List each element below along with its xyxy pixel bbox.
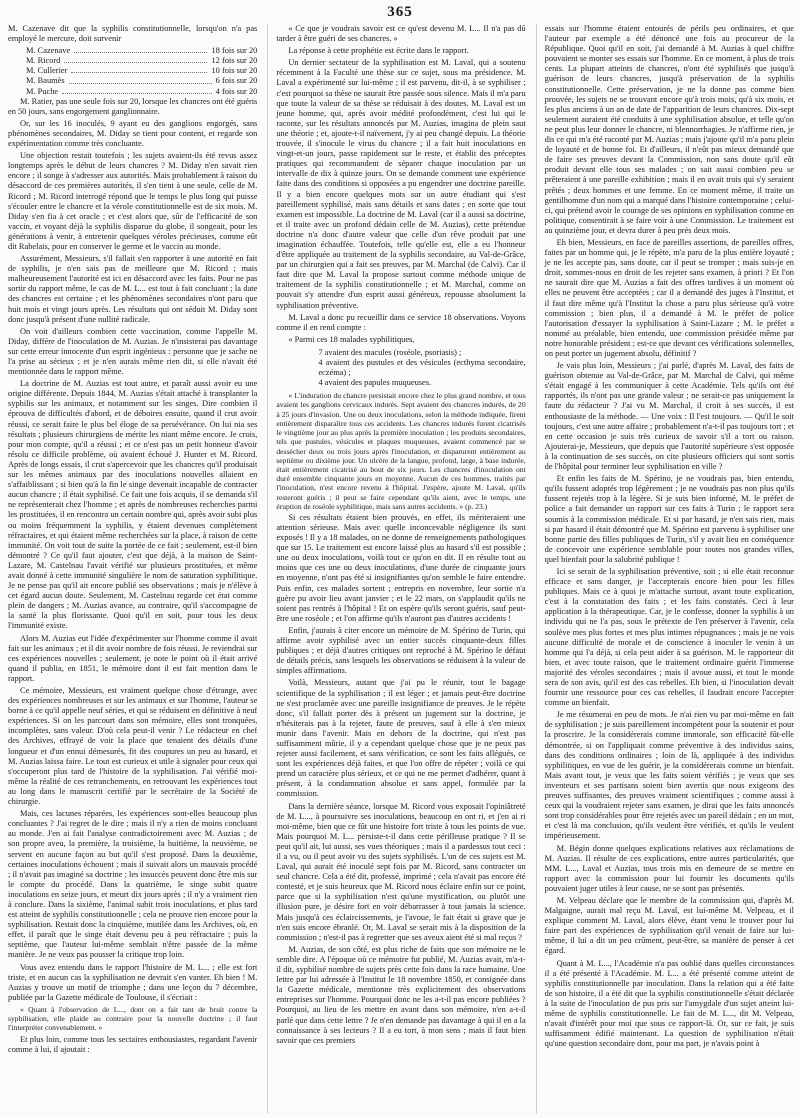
paragraph: essais sur l'homme étaient entourés de périls peu ordinaires, et que l'auteur par exemple a été dénoncé une fois au procureur de la République. Quoi qu'il en soit, j'ai demandé à M. Auzias à quel chiffre pouvaient se monter ses essais sur l'homme. En ce moment, à plus de trois cents. La plupart atteints de chancres, n'ont été syphilisés que jusqu'à guérison de leurs chancres, jusqu'à préservation de la syphilis constitutionnelle. Cette préservation, je ne la donne pas comme bien prouvée, les sujets ne se trouvant encore qu'à trois mois, qu'à six mois, et les plus anciens à un an de date de l'apparition de leurs chancres. Dix-sept seulement auraient été conduits à une syphilisation absolue, et telle qu'on ne peut plus leur donner le chancre, ni blennorrhagies. Je n'affirme rien, je dis ce qui m'a été raconté par M. Auzias ; mais j'ajoute qu'il m'a paru plein de loyauté et de bonne foi. Et d'ailleurs, il n'eût pas mieux demandé que de faire ses preuves devant la Commission, non sans doute qu'il eût produit devant elle tous ses malades ; on sait aussi combien peu se prêteraient à une pareille exhibition ; mais il en avait trois qui s'y seraient prêtés ; deux hommes et une femme. En ce moment même, il traite un gentilhomme d'un nom qui a marqué dans l'histoire contemporaine ; celui-ci, qui prétend avoir le courage de ses opinions en syphilisation comme en politique, consentirait à se faire voir à une Commission. Le traitement est au quinzième jour, et devra durer à peu près deux mois. [544, 24, 794, 235]
paragraph: M. Bégin donne quelques explications relatives aux réclamations de M. Auzias. Il résulte de ces explications, entre autres particularités, que MM. L..., Laval et Auzias, tous trois mis en demeure de se mettre en rapport avec la commission pour lui fournir les documents qu'ils pouvaient juger utiles à leur cause, ne se sont pas présentés. [544, 843, 794, 893]
table-row: M. Ricord 12 fois sur 20 [26, 56, 258, 66]
quotation: « Parmi ces 18 malades syphilitiques, [288, 334, 415, 344]
statistics-table [8, 46, 257, 96]
paragraph: Je me résumerai en peu de mots. Je n'ai rien vu par moi-même en fait de syphilisation ; je suis pareillement incompétent pour la soutenir et pour la proscrire. Je la considérerais comme immorale, son efficacité fût-elle démontrée, si on l'appliquait comme préventive à des individus sains, dans des conditions ordinaires ; loin de là, appliquée à des individus syphilitiques, en vue de les guérir, je la considérerais comme un bienfait. Mais avant tout, je veux que les faits soient vérifiés ; je veux que ses inventeurs et ses partisans soient bien avertis que nous exigeons des preuves suffisantes, des preuves vraiment scientifiques ; comme aussi à ceux qui la voudraient rejeter sans examen, je dirai que les faits annoncés sont trop considérables pour être rejetés avec un pareil dédain ; en un mot, et c'est là ma conclusion, qu'ils veulent être vérifiés, et qu'ils le veulent impérieusement. [544, 710, 794, 841]
paragraph: M. Auzias, de son côté, est plus riche de faits que son mémoire ne le semble dire. A l'époque où ce mémoire fut publié, M. Auzias avait, m'a-t-il dit, syphilisé nombre de sujets près cette fois dans la race humaine. Une lettre par lui adressée à l'Institut le 18 novembre 1850, et consignée dans la Gazette médicale, mentionne très explicitement des observations entreprises sur l'homme. Pourquoi donc ne les a-t-il pas encore publiées ? Pourquoi, au lieu de les mettre en avant dans son mémoire, n'en a-t-il parlé que dans cette lettre ? Je n'en demande pas davantage à qui il en a la connaissance à ses lecteurs ? Il a eu tort, à mon sens ; mais il faut bien savoir que ces premiers [276, 944, 526, 1045]
paragraph: On voit d'ailleurs combien cette vaccination, comme l'appelle M. Diday, différe de l'inoculation de M. Auzias. Je n'insisterai pas davantage sur cette erreur innocente d'un esprit ingénieux : personne que je sache ne l'a prise au sérieux ; et je n'en aurais même rien dit, si elle n'avait été mentionnée dans le rapport même. [8, 326, 258, 377]
paragraph: Et enfin les faits de M. Spérino, je ne voudrais pas, bien entendu, qu'ils fussent adoptés trop légèrement ; je ne voudrais pas non plus qu'ils fussent rejetés trop à la légère. Si je suis bien informé, M. le préfet de police a fait demander un rapport sur ces faits à Turin ; le rapport sera soumis à la commission médicale. Et si par hasard, je n'en sais rien, mais si par hasard il était démontré que M. Spérino est parvenu à syphiliser une bonne partie des filles publiques de Turin, s'il y avait lieu en conséquence de concevoir une expérience semblable pour toutes nos grandes villes, quel bienfait pour la salubrité publique ! [544, 474, 794, 564]
paragraph: Je vais plus loin, Messieurs ; j'ai parlé, d'après M. Laval, des faits de guérison obtenue au Val-de-Grâce, par M. Marchal de Calvi, qui même s'était engagé à les communiquer à cette Académie. Tels qu'ils ont été rapportés, ils n'ont pas une grande valeur ; ne serait-ce pas uniquement la faute du rédacteur ? J'ai vu M. Marchal, il croit à ses succès, il est enthousiaste de la méthode. — Une voix : Il l'est toujours. — Qu'il le soit toujours, c'est une autre affaire ; probablement n'a-t-il pas toujours tort ; et en cette occasion je suis très curieux de savoir s'il a tort ou raison. Ajouterai-je, Messieurs, que depuis que l'autorité supérieure s'est opposée à la continuation de ses succès, on cite plusieurs officiers qui sont sortis de l'hôpital pour terminer leur syphilisation en ville ? [544, 361, 794, 472]
column-right [536, 24, 794, 1114]
paragraph: Vous avez entendu dans le rapport l'histoire de M. L... ; elle est fort triste, et en aucun cas la syphilisation ne devrait s'en vanter. Eh bien ! M. Auzias y trouve un motif de triomphe ; dans une leçon du 7 décembre, publiée par la Gazette médicale de Toulouse, il s'écriait : [8, 962, 258, 1002]
paragraph: Quant à M. L..., l'Académie n'a pas oublié dans quelles circonstances il a été présenté à l'Académie. M. L... a été présenté comme atteint de syphilis constitutionnelle par inoculation. Dans la relation qui a été faite de son histoire, il a été dit que la syphilis constitutionnelle s'était déclarée à la suite de l'inoculation de pus pris sur l'amygdale d'un sujet atteint lui-même de syphilis constitutionnelle. Le fait de M. L..., dit M. Velpeau, n'avait d'intérêt pour moi que sous ce rapport-là. Or, sur ce fait, je suis suffisamment édifié maintenant. La question de syphilisation n'était qu'une question secondaire dont, pour ma part, je n'avais point à [544, 958, 794, 1049]
paragraph: Or, sur les 16 inoculés, 9 ayant eu des ganglions engorgés, sans phénomènes secondaires, M. Diday se tient pour content, et regarde son expérimentation comme très concluante. [8, 118, 258, 149]
page-number: 365 [387, 4, 413, 20]
paragraph: La réponse à cette prophétie est écrite dans le rapport. [288, 46, 469, 56]
column-middle [267, 24, 525, 1114]
paragraph: Si ces résultats étaient bien prouvés, en effet, ils mériteraient une attention sérieuse. Mais avec quelle inconcevable négligence ils sont exposés ! Il y a 18 malades, on ne donne de renseignements pathologiques que sur 15. Le traitement est encore laissé plus au hasard s'il est possible ; une ou deux inoculations, voilà tout ce qu'on en dit. Il en résulte tout au moins que ces une ou deux inoculations, d'une durée de cinquante jours en moyenne, n'ont pas été si insignifiantes qu'on semble le faire entendre. Puis enfin, ces malades sortent ; entrepris en novembre, leur sortie n'a guère pu avoir lieu avant janvier ; et le 22 mars, on s'applaudit qu'ils ne soient pas rentrés à l'hôpital ! Et on espère qu'ils seront guéris, sauf peut-être une roséole ; et l'on affirme qu'ils n'auront pas d'autres accidents ! [276, 512, 526, 623]
paragraph: La doctrine de M. Auzias est tout autre, et paraît aussi avoir eu une origine différente. Depuis 1844, M. Auzias s'était attaché à transplanter la syphilis sur les animaux, et notamment sur les singes. Dire combien il éprouva de difficultés d'abord, et de déboires ensuite, quand il crut avoir réussi, ce serait faire le plus bel éloge de sa persévérance. On lui nia ses résultats ; plusieurs chirurgiens de mérite les niant même encore. Je crois, pour mon compte, qu'il a réussi ; et ce n'est pas un petit honneur d'avoir résolu ce difficile problème, où avaient échoué J. Hunter et M. Ricord. Après de longs essais, il crut s'apercevoir que les chancres qu'il produisait sur les mêmes animaux par des inoculations nouvelles allaient en s'affaiblissant ; si bien qu'à la fin le singe devenait incapable de contracter aucun chancre ; il était syphilisé. Ce fait une fois acquis, il se demanda s'il ne représenterait chez l'homme ; et après de nombreuses recherches parmi les prostituées, il en rencontra un certain nombre qui, après avoir subi plus ou moins fréquemment la syphilis, y étaient devenues complètement réfractaires, et qui étaient même recherchées sur la place, à raison de cette immunité. On voit tout de suite la portée de ce fait ; seulement, est-il bien démontré ? Ce qu'il faut ajouter, c'est que déjà, à la maison de Saint-Lazare, M. Castelnau l'avait vérifié sur plusieurs prostituées, et même avait donné à cette immunité singulière le nom de saturation syphilitique. Je ne pense pas qu'il ait encore publié ses observations ; mais je n'élève à cet égard aucun doute. Seulement, M. Castelnau regarde cet état comme plein de dangers ; M. Auzias avance, au contraire, qu'il s'accompagne de la santé la plus florissante. Quoi qu'il en soit, pour tous les deux l'immunité existe. [8, 379, 258, 631]
paragraph: Ici se serait de la syphilisation préventive, soit ; si elle était reconnue efficace et sans danger, je l'accepterais encore bien pour les filles publiques. Mais ce à quoi je m'attache surtout, avant toute explication, c'est à la constatation des faits ; et les faits constatés. Ceci à leur application à la thérapeutique. Car, je le confesse, donner la syphilis à un individu qui ne l'a pas, sous le prétexte de l'en préserver à l'avenir, cela soulève mes plus fortes et mes plus intimes répugnances ; mais je ne vois aucune difficulté de morale et de conscience à inoculer le venin à un homme qui l'a déjà, si cela peut aider à sa guérison. M. le rapporteur dit bien, et avec toute raison, que le traitement ordinaire guérit l'immense majorité des véroles secondaires ; mais il avoue aussi, et tout le monde sera de son avis, qu'il est des cas rebelles. Eh bien, si l'inoculation devait fournir une ressource pour ces cas rebelles, il faudrait encore l'accepter comme un bienfait. [544, 566, 794, 708]
text-columns [8, 24, 794, 1114]
table-row: M. Cazenave 18 fois sur 20 [26, 46, 258, 56]
paragraph: Voilà, Messieurs, autant que j'ai pu le réunir, tout le bagage scientifique de la syphilisation ; il est léger ; et jamais peut-être doctrine ne s'est proclamée avec une pareille insignifiance de preuves. Je le répète donc, s'il fallait porter dès à présent un jugement sur la doctrine, je n'hésiterais pas à la rejeter, faute de preuves, sauf à elle à s'en mieux munir dans l'avenir. Mais en dehors de la doctrine, qui n'est pas suffisamment mûrie, il y a cependant quelque chose que je ne peux pas rejeter aussi facilement, et sans vérification, ce sont les faits allégués, ce sont les expériences déjà faites, et que l'on offre de répéter ; voilà ce qui prend un caractère plus sérieux, et ce qui ne me permet d'adhérer, quant à présent, à la condamnation absolue et sans appel, formulée par la commission. [276, 678, 526, 799]
list-item: 4 avaient des pustules et des vésicules (ecthyma secondaire, eczéma) ; [318, 358, 526, 378]
quotation: « L'induration du chancre persistait encore chez le plus grand nombre, et tous avaient les ganglions cervicaux indurés. Sept avaient des chancres indurés, de 20 à 25 jours d'invasion. Une ou deux inoculations, selon la méthode indiquée, firent entièrement disparaître tous ces accidents. Les chancres indurés furent cicatrisés le vingtième jour au plus après la première inoculation ; les produits secondaires, tels que pustules, vésicules et plaques muqueuses, avaient commencé par se dessécher deux ou trois jours après l'inoculation, et disparurent entièrement au septième ou dixième jour. Un ulcère de la langue, profond, large, à base indurée, était entièrement cicatrisé au bout de six jours. Les chancres d'inoculation ont duré ensemble cinquante jours en moyenne. Aucun de ces hommes, traités par l'inoculation, n'est encore revenu à l'hôpital. J'espère, ajoute M. Laval, qu'ils resteront guéris ; il peut se faire cependant qu'ils aient, avec le temps, une éruption de roséole syphilitique, mais sans autres accidents. » (p. 23.) [276, 391, 526, 511]
table-row: M. Puche 4 fois sur 20 [26, 86, 258, 96]
paragraph: M. Laval a donc pu recueillir dans ce service 18 observations. Voyons comme il en rend compte : [276, 312, 526, 332]
list-item: 7 avaient des macules (roséole, psoriasis) ; [318, 347, 462, 357]
table-row: M. Baumès 6 fois sur 20 [26, 76, 258, 86]
paragraph: Un dernier sectateur de la syphilisation est M. Laval, qui a soutenu récemment à la Faculté une thèse sur ce sujet, sous ma présidence. M. Laval a expérimenté sur lui-même ; il est parvenu, dit-il, à se syphiliser ; c'est pourquoi sa thèse ne saurait être passée sous silence. Mais il m'a paru que toute la valeur de sa thèse se réduisait à des doutes. M. Laval est un jeune homme, qui, après avoir médité profondément, c'est lui qui le raconte, sur les résultats annoncés par M. Auzias, imagina de plein saut une théorie ; et, ajoute-t-il naïvement, j'y ai peu changé depuis. La théorie trouvée, il s'inocule le virus du chancre ; il a fait huit inoculations en vingt-et-un jours, passe rapidement sur le reste, et établit des préceptes pratiques qui recommandent de séparer chaque inoculation par un intervalle de dix à quinze jours. On se demande comment une expérience faite dans des conditions si opposées a pu engendrer une doctrine pareille. Il y a bien encore quelques mots sur un autre étudiant qui s'est pareillement syphilisé, mais sans détails et sans dates ; en sorte que tout examen est impossible. La doctrine de M. Laval (car il a aussi sa doctrine, et il traite avec un profond dédain celle de M. Auzias), cette prétendue doctrine n'a donc d'autre valeur que celle d'un rêve produit par une imagination échauffée. Toutefois, telle qu'elle est, elle a eu l'honneur d'être appliquée au traitement de la syphilis secondaire, au Val-de-Grâce, par un chirurgien qui a fait ses preuves, par M. Marchal (de Calvi). Car il faut dire que M. Laval la propose surtout comme méthode unique de traitement de la syphilis constitutionnelle ; et M. Marchal, comme on pouvait s'y attendre d'un esprit aussi généreux, repousse absolument la syphilisation préventive. [276, 58, 526, 310]
quotation: « Quant à l'observation de L..., dont on a fait tant de bruit contre la syphilisation, elle plaide au contraire pour la nouvelle doctrine ; il faut l'interpréter convenablement. » [8, 1004, 258, 1033]
patient-list [276, 348, 525, 388]
paragraph: Alors M. Auzias eut l'idée d'expérimenter sur l'homme comme il avait fait sur les animaux ; et il dit avoir nombre de fois réussi. Je reviendrai sur ces expériences nouvelles ; seulement, je note le point où il était arrivé quand il publia, en 1851, le mémoire dont il est fait mention dans le rapport. [8, 633, 258, 683]
paragraph: Assurément, Messieurs, s'il fallait s'en rapporter à une autorité en fait de syphilis, je n'en sais pas de meilleure que M. Ricord ; mais malheureusement l'autorité est ici en désaccord avec les faits. Pour ne pas sortir du rapport même, le cas de M. L... est tout à fait concluant ; la date des chancres est certaine ; et les phénomènes secondaires n'ont paru que huit mois et vingt jours après. Les résultats qui ont séduit M. Diday sont donc jusqu'à présent d'une nullité radicale. [8, 254, 258, 324]
paragraph: M. Velpeau déclare que le membre de la commission qui, d'après M. Malgaigne, aurait mal reçu M. Laval, est lui-même M. Velpeau, et il explique comment M. Laval, alors élève, étant venu le trouver pour lui faire part des expériences de syphilisation qu'il venait de faire sur lui-même, il lui a dit un peu crûment, peut-être, sa manière de penser à cet égard. [544, 895, 794, 956]
paragraph: M. Ratier, pas une seule fois sur 20, lorsque les chancres ont été guéris en 50 jours, sans engorgement ganglionnaire. [8, 96, 258, 116]
paragraph: Eh bien, Messieurs, en face de pareilles assertions, de pareilles offres, faites par un homme qui, je le répète, m'a paru de la plus entière loyauté ; je ne les accepte pas, sans doute, car il peut se tromper ; mais suis-je en droit, sommes-nous en droit de les rejeter sans examen, à priori ? Et l'on ne saurait dire que M. Auzias a fait des offres tardives à un moment où elles ne peuvent être acceptées ; car il a demandé des juges à l'Institut, et il faut dire même qu'à l'Institut la chose a paru plus sérieuse qu'à votre commission ; bien plus, il a demandé à M. le préfet de police l'autorisation d'essayer la syphilisation à Saint-Lazare ; M. le préfet a nommé au préalable, bien entendu, une commission présidée même par notre honorable président ; est-ce que devant ces vérifications solennelles, on peut porter un jugement absolu, définitif ? [544, 237, 794, 358]
paragraph: M. Cazenave dit que la syphilis constitutionnelle, lorsqu'on n'a pas employé le mercure, doit survenir [8, 24, 258, 44]
table-row: M. Cullerier 10 fois sur 20 [26, 66, 258, 76]
paragraph: Enfin, j'aurais à citer encore un mémoire de M. Spérino de Turin, qui affirme avoir syphilisé avec un entier succès cinquante-deux filles publiques ; et déjà d'autres critiques ont reproché à M. Spérino le défaut de détails précis, sans lesquels les observations se réduisent à la valeur de simples affirmations. [276, 625, 526, 676]
paragraph: Ce mémoire, Messieurs, est vraiment quelque chose d'étrange, avec des expériences nombreuses et sur les animaux et sur l'homme, l'auteur se borne à ce qu'il appelle neuf séries, et qui se réduisent en définitive à neuf expériences. Si on les parcourt dans son mémoire, elles sont tronquées, incomplètes, sans valeur. D'où cela peut-il venir ? Le rédacteur en chef des Archives, effrayé de voir la place que tenaient des détails d'une longueur et d'un ennui démesurés, fit des coupures un peu au hasard, et M. Auzias laissa faire. Le tout est curieux et utile à signaler pour ceux qui s'occuperont plus tard de l'histoire de la syphilisation. J'ai vérifié moi-même la réalité de ces retranchements, en retrouvant les expériences tout au long dans le manuscrit certifié par le secrétaire de la Société de chirurgie. [8, 686, 258, 807]
paragraph: Mais, ces lacunes réparées, les expériences sont-elles beaucoup plus concluantes ? J'ai regret de le dire ; mais il n'y a rien de moins concluant au monde. J'en ai fait l'analyse contradictoirement avec M. Auzias ; de son propre aveu, la première, la troisième, la huitième, la neuvième, ne servent en aucune façon au but qu'il s'est proposé. Dans la deuxième, certaines inoculations échouent ; mais il suivait alors un mauvais procédé ; il n'avait pas imaginé sa doctrine ; les insuccès peuvent donc être mis sur le compte du procédé. Dans la quatrième, le singe subit quatre inoculations en seize jours, et meurt dix jours après ; il n'y a vraiment rien à conclure. Dans la sixième, l'animal subit trois inoculations, et plus tard est atteint de syphilis constitutionnelle ; cela ne prouve rien encore pour la syphilisation. Restait donc la cinquième, mutilée dans les Archives, où, en effet, il paraît que le singe était devenu peu à peu réfractaire ; puis la septième, que l'auteur lui-même semblait n'être passée de la même manière. Je ne veux pas pousser la critique trop loin. [8, 809, 258, 960]
list-item: 4 avaient des papules muqueuses. [318, 378, 432, 388]
paragraph: Une objection restait toutefois ; les sujets avaient-ils été revus assez longtemps après le début de leurs chancres ? M. Diday n'en savait rien encore ; il songe à s'adresser aux autorités. Mais probablement à raison du désaccord de ces premières autorités, il s'en tient à une seule, celle de M. Ricord ; M. Ricord interrogé répond que le temps le plus long qui puisse s'écouler entre le chancre et la vérole constitutionnelle est de six mois. M. Diday s'en fia à cet oracle ; et c'est alors que, sûr de l'efficacité de son vaccin, et voyant déjà la syphilis disparue du globe, il songeait, pour les générations à venir, à entretenir quelques véroles précieuses, comme eût dit Rabelais, pour en conserver le germe et le vaccin au monde. [8, 151, 258, 251]
paragraph: Et plus loin, comme tous les sectaires enthousiastes, regardant l'avenir comme à lui, il ajoutait : [8, 1034, 258, 1054]
column-left [8, 24, 257, 1114]
paragraph: Dans la dernière séance, lorsque M. Ricord vous exposait l'opiniâtreté de M. L..., à poursuivre ses inoculations, beaucoup en ont ri, et j'en ai ri moi-même, bien que ce fût une histoire fort triste à tous les points de vue. Mais pourquoi M. L... persiste-t-il dans cette périlleuse pratique ? Il se peut qu'il ait, lui aussi, ses vues théoriques ; mais il a pardessus tout ceci : il a vu, ou il peut avoir vu des sujets syphilisés. L'un de ces sujets est M. Laval, qui aurait été inoculé sept fois par M. Ricord, sans contracter un seul chancre. Cela a été dit, professé, imprimé ; cela n'avait pas encore été contesté, et je suis heureux que M. Ricord nous éclaire enfin sur ce point, parce que si la syphilisation n'est qu'une mystification, ou plutôt une illusion pure, je désire fort en voir débarrasser à tout jamais la science. Mais jusqu'à ces éclaircissements, je l'avoue, le fait était si grave que je n'en suis encore ébranlé. Or, M. Laval se serait mis à la disposition de la commission ; n'est-il pas à regretter que ses aveux aient été si mal reçus ? [276, 801, 526, 942]
quotation: « Ce que je voudrais savoir est ce qu'est devenu M. L... Il n'a pas dû tarder à être guéri de ses chancres. » [276, 24, 526, 44]
